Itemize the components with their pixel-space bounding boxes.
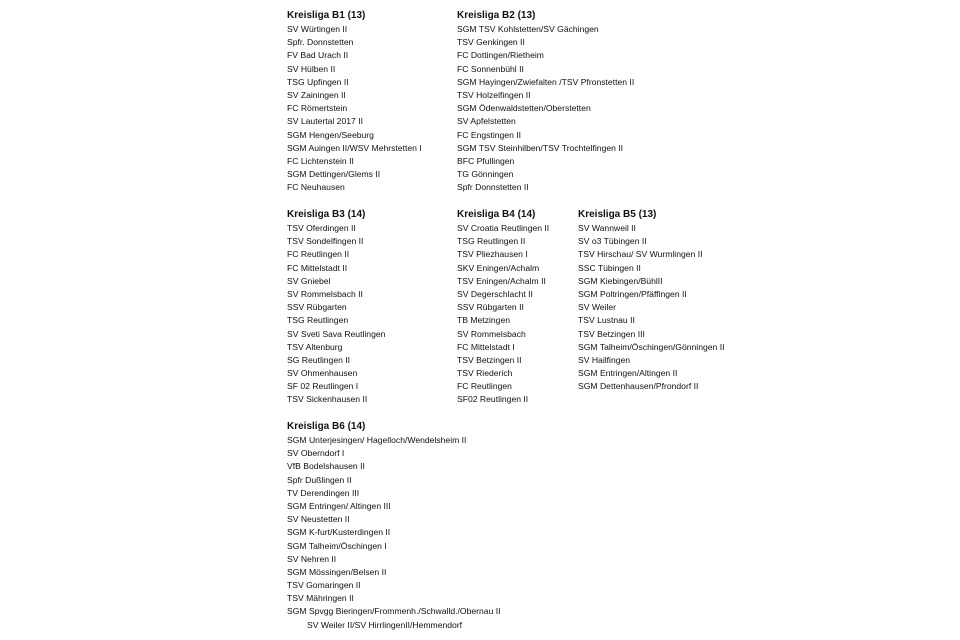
team-item: SGM Dettenhausen/Pfrondorf II bbox=[578, 381, 699, 392]
team-item: VfB Bodelshausen II bbox=[287, 461, 365, 472]
team-item: SGM Entringen/Altingen II bbox=[578, 368, 678, 379]
team-item: FC Römertstein bbox=[287, 103, 348, 114]
league-b6 bbox=[287, 420, 501, 632]
team-list bbox=[287, 434, 501, 619]
team-item: SGM Hayingen/Zwiefalten /TSV Pfronstetten II bbox=[457, 76, 635, 87]
team-item: TSV Altenburg bbox=[287, 341, 343, 352]
team-item: SV Croatia Reutlingen II bbox=[457, 223, 550, 233]
team-item: FC Reutlingen bbox=[457, 381, 512, 392]
team-item: SV Oberndorf I bbox=[287, 448, 345, 459]
team-item: Spfr. Donnstetten bbox=[287, 37, 354, 48]
team-item: SG Reutlingen II bbox=[287, 354, 351, 365]
team-item: Spfr Dußlingen II bbox=[287, 474, 352, 485]
team-item: TG Gönningen bbox=[457, 169, 514, 180]
team-item: SGM Kiebingen/BühlII bbox=[578, 275, 663, 286]
team-item: SGM Entringen/ Altingen III bbox=[287, 500, 391, 511]
team-list bbox=[287, 23, 422, 194]
league-title: Kreisliga B6 (14) bbox=[287, 421, 366, 432]
team-item: FC Sonnenbühl II bbox=[457, 63, 524, 74]
team-list bbox=[287, 222, 385, 407]
team-item: SV Sveti Sava Reutlingen bbox=[287, 328, 386, 339]
team-item: SV Rommelsbach II bbox=[287, 288, 363, 299]
team-item: TSV Eningen/Achalm II bbox=[457, 275, 546, 286]
team-item: TSV Oferdingen II bbox=[287, 223, 356, 233]
team-item: SV Hailfingen bbox=[578, 354, 631, 365]
team-item: TB Metzingen bbox=[457, 315, 511, 326]
team-item: SGM Poltringen/Pfäffingen II bbox=[578, 288, 687, 299]
team-item: SV Gniebel bbox=[287, 275, 331, 286]
team-item: TSV Pliezhausen I bbox=[457, 249, 528, 260]
team-item: TSG Reutlingen bbox=[287, 315, 349, 326]
team-item: TSV Mähringen II bbox=[287, 593, 354, 604]
team-item: FC Mittelstadt I bbox=[457, 341, 515, 352]
team-item: SV Weiler bbox=[578, 302, 617, 313]
team-item: SGM Hengen/Seeburg bbox=[287, 129, 374, 140]
team-item: SF 02 Reutlingen I bbox=[287, 381, 359, 392]
league-b1 bbox=[287, 9, 422, 194]
team-item: TSV Holzelfingen II bbox=[457, 89, 531, 100]
team-item: TSG Reutlingen II bbox=[457, 236, 526, 247]
team-list-continuation: SV Weiler II/SV HirrlingenII/Hemmendorf bbox=[307, 619, 463, 630]
team-item: TSV Gomaringen II bbox=[287, 580, 361, 591]
team-item: FC Lichtenstein II bbox=[287, 155, 354, 166]
league-title: Kreisliga B5 (13) bbox=[578, 209, 657, 220]
team-item: SGM Talheim/Öschingen/Gönningen II bbox=[578, 341, 725, 352]
team-item: SGM Mössingen/Belsen II bbox=[287, 566, 387, 577]
team-item: FV Bad Urach II bbox=[287, 50, 349, 61]
team-item: SV Ohmenhausen bbox=[287, 368, 358, 379]
team-item: SKV Eningen/Achalm bbox=[457, 262, 540, 273]
league-b4 bbox=[457, 208, 549, 407]
team-item: SGM Dettingen/Glems II bbox=[287, 169, 381, 180]
team-item: SGM Ödenwaldstetten/Oberstetten bbox=[457, 103, 591, 114]
team-list bbox=[457, 222, 549, 407]
team-item: SGM TSV Kohlstetten/SV Gächingen bbox=[457, 24, 599, 34]
team-item: TSV Sickenhausen II bbox=[287, 394, 368, 405]
team-item: BFC Pfullingen bbox=[457, 155, 515, 166]
team-item: SV Rommelsbach bbox=[457, 328, 526, 339]
league-b2 bbox=[457, 9, 634, 194]
team-item: SV Hülben II bbox=[287, 63, 336, 74]
league-b5 bbox=[578, 208, 725, 393]
team-item: SV o3 Tübingen II bbox=[578, 236, 647, 247]
league-title: Kreisliga B3 (14) bbox=[287, 209, 366, 220]
team-item: SV Wannweil II bbox=[578, 223, 636, 233]
team-item: SV Zainingen II bbox=[287, 89, 346, 100]
team-item: SGM Unterjesingen/ Hagelloch/Wendelsheim II bbox=[287, 435, 467, 445]
team-item: FC Engstingen II bbox=[457, 129, 522, 140]
team-item: SSV Rübgarten II bbox=[457, 302, 524, 313]
team-item: TV Derendingen III bbox=[287, 487, 360, 498]
team-item: FC Dottingen/Rietheim bbox=[457, 50, 544, 61]
team-item: SSV Rübgarten bbox=[287, 302, 347, 313]
team-list bbox=[457, 23, 634, 194]
team-item: TSV Genkingen II bbox=[457, 37, 525, 48]
team-item: SV Lautertal 2017 II bbox=[287, 116, 363, 127]
league-b3 bbox=[287, 208, 385, 407]
team-item: TSV Betzingen II bbox=[457, 354, 522, 365]
team-item: TSV Lustnau II bbox=[578, 315, 635, 326]
team-item: SGM K-furt/Kusterdingen II bbox=[287, 527, 391, 538]
team-item: TSV Betzingen III bbox=[578, 328, 645, 339]
team-item: FC Neuhausen bbox=[287, 182, 345, 193]
team-item: SGM TSV Steinhilben/TSV Trochtelfingen II bbox=[457, 142, 624, 153]
league-title: Kreisliga B1 (13) bbox=[287, 10, 366, 21]
team-item: SSC Tübingen II bbox=[578, 262, 641, 273]
team-item: SV Nehren II bbox=[287, 553, 337, 564]
team-item: SGM Talheim/Öschingen I bbox=[287, 540, 387, 551]
team-item: TSV Hirschau/ SV Wurmlingen II bbox=[578, 249, 703, 260]
league-title: Kreisliga B4 (14) bbox=[457, 209, 536, 220]
team-item: FC Reutlingen II bbox=[287, 249, 350, 260]
team-item: SV Neustetten II bbox=[287, 514, 350, 525]
league-title: Kreisliga B2 (13) bbox=[457, 10, 536, 21]
team-list bbox=[578, 222, 725, 393]
team-item: TSG Upfingen II bbox=[287, 76, 349, 87]
team-item: Spfr Donnstetten II bbox=[457, 182, 529, 193]
team-item: SF02 Reutlingen II bbox=[457, 394, 529, 405]
team-item: SV Degerschlacht II bbox=[457, 288, 533, 299]
team-item: SV Würtingen II bbox=[287, 24, 348, 34]
team-item: SV Apfelstetten bbox=[457, 116, 516, 127]
team-item: TSV Riederich bbox=[457, 368, 513, 379]
team-item: SGM Auingen II/WSV Mehrstetten I bbox=[287, 142, 422, 153]
team-item: SGM Spvgg Bieringen/Frommenh./Schwalld./Obernau II bbox=[287, 606, 501, 617]
team-item: FC Mittelstadt II bbox=[287, 262, 348, 273]
team-item: TSV Sondelfingen II bbox=[287, 236, 364, 247]
